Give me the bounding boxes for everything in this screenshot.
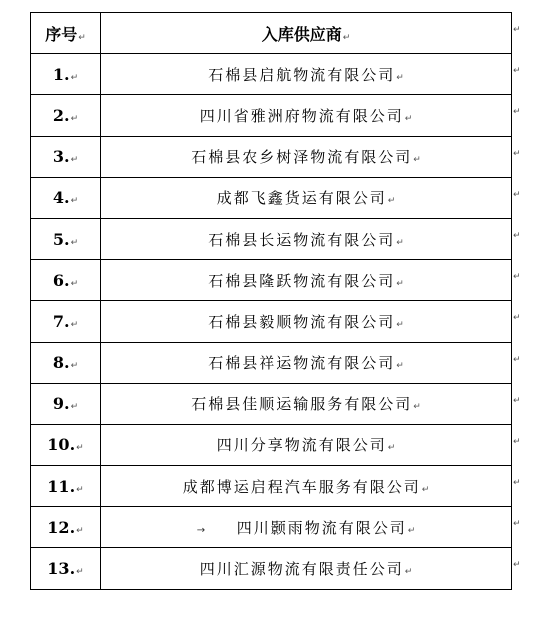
paragraph-mark-icon: ↵ <box>70 196 79 207</box>
table-row <box>31 218 512 259</box>
row-index-cell <box>31 507 101 548</box>
supplier-cell <box>101 260 512 301</box>
row-end-mark-icon: ↵ <box>513 65 521 76</box>
paragraph-mark-icon: ↵ <box>70 361 79 372</box>
supplier-name: 石棉县启航物流有限公司 <box>208 65 396 84</box>
table-row <box>31 342 512 383</box>
row-index: 13. <box>47 559 76 579</box>
paragraph-mark-icon: ↵ <box>76 484 84 495</box>
paragraph-mark-icon: ↵ <box>404 567 413 578</box>
paragraph-mark-icon: ↵ <box>421 484 430 495</box>
paragraph-mark-icon: ↵ <box>387 443 396 454</box>
row-index-cell <box>31 383 101 424</box>
table-row <box>31 466 512 507</box>
supplier-cell <box>101 424 512 465</box>
row-end-mark-icon: ↵ <box>513 436 521 447</box>
tab-arrow-icon: → <box>196 524 206 536</box>
paragraph-mark-icon: ↵ <box>396 361 404 372</box>
supplier-name: 四川颢雨物流有限公司 <box>236 518 407 537</box>
row-index-cell <box>31 342 101 383</box>
paragraph-mark-icon: ↵ <box>78 32 86 43</box>
row-index: 4. <box>52 188 70 208</box>
row-end-mark-icon: ↵ <box>513 559 521 570</box>
table-row <box>31 260 512 301</box>
supplier-name: 成都飞鑫货运有限公司 <box>216 189 387 208</box>
header-index-label: 序号 <box>45 24 78 44</box>
table-row <box>31 383 512 424</box>
row-end-mark-icon: ↵ <box>513 271 521 282</box>
row-end-mark-icon: ↵ <box>513 518 521 529</box>
table-row <box>31 136 512 177</box>
table-row <box>31 507 512 548</box>
paragraph-mark-icon: ↵ <box>70 72 79 83</box>
row-index-cell <box>31 54 101 95</box>
header-supplier <box>101 13 512 54</box>
header-supplier-label: 入库供应商 <box>261 24 342 44</box>
table-row <box>31 95 512 136</box>
paragraph-mark-icon: ↵ <box>342 32 351 43</box>
row-index: 3. <box>52 147 70 167</box>
supplier-name: 石棉县农乡树泽物流有限公司 <box>191 148 413 167</box>
paragraph-mark-icon: ↵ <box>396 237 404 248</box>
row-index-cell <box>31 466 101 507</box>
supplier-name: 石棉县长运物流有限公司 <box>208 230 396 249</box>
paragraph-mark-icon: ↵ <box>413 402 421 413</box>
row-index: 12. <box>47 517 76 537</box>
supplier-name: 四川分享物流有限公司 <box>216 436 387 455</box>
paragraph-mark-icon: ↵ <box>407 525 416 536</box>
row-index-cell <box>31 301 101 342</box>
row-index-cell <box>31 95 101 136</box>
paragraph-mark-icon: ↵ <box>70 155 79 166</box>
row-index-cell <box>31 136 101 177</box>
row-index: 2. <box>52 105 70 125</box>
row-index: 10. <box>47 435 76 455</box>
supplier-cell <box>101 466 512 507</box>
row-end-mark-icon: ↵ <box>513 230 521 241</box>
table-body <box>31 54 512 589</box>
paragraph-mark-icon: ↵ <box>70 278 79 289</box>
table-row <box>31 548 512 589</box>
paragraph-mark-icon: ↵ <box>76 443 84 454</box>
supplier-cell <box>101 136 512 177</box>
supplier-name: 四川汇源物流有限责任公司 <box>199 560 404 579</box>
paragraph-mark-icon: ↵ <box>70 113 79 124</box>
row-index-cell <box>31 424 101 465</box>
row-end-mark-icon: ↵ <box>513 189 521 200</box>
row-index-cell <box>31 548 101 589</box>
table-row <box>31 301 512 342</box>
supplier-name: 石棉县祥运物流有限公司 <box>208 354 396 373</box>
supplier-cell <box>101 177 512 218</box>
row-end-mark-icon: ↵ <box>513 148 521 159</box>
table-row <box>31 424 512 465</box>
row-end-mark-icon: ↵ <box>513 395 521 406</box>
supplier-name: 四川省雅洲府物流有限公司 <box>199 106 404 125</box>
header-index <box>31 13 101 54</box>
paragraph-mark-icon: ↵ <box>76 525 84 536</box>
paragraph-mark-icon: ↵ <box>387 196 396 207</box>
row-index-cell <box>31 218 101 259</box>
row-end-mark-icon: ↵ <box>513 354 521 365</box>
supplier-cell <box>101 218 512 259</box>
row-index: 6. <box>52 270 70 290</box>
row-index: 9. <box>52 394 70 414</box>
paragraph-mark-icon: ↵ <box>70 319 79 330</box>
paragraph-mark-icon: ↵ <box>396 319 404 330</box>
row-index-cell <box>31 260 101 301</box>
row-index: 1. <box>52 64 70 84</box>
supplier-name: 石棉县隆跃物流有限公司 <box>208 271 396 290</box>
supplier-name: 石棉县毅顺物流有限公司 <box>208 312 396 331</box>
table-row <box>31 177 512 218</box>
supplier-name: 成都博运启程汽车服务有限公司 <box>182 477 421 496</box>
paragraph-mark-icon: ↵ <box>70 237 79 248</box>
row-end-mark-icon: ↵ <box>513 477 521 488</box>
paragraph-mark-icon: ↵ <box>396 278 404 289</box>
supplier-cell <box>101 507 512 548</box>
supplier-cell <box>101 548 512 589</box>
row-index: 8. <box>52 353 70 373</box>
supplier-cell <box>101 342 512 383</box>
row-end-mark-icon: ↵ <box>513 24 521 35</box>
supplier-cell <box>101 383 512 424</box>
table-row <box>31 54 512 95</box>
supplier-cell <box>101 54 512 95</box>
paragraph-mark-icon: ↵ <box>396 72 404 83</box>
paragraph-mark-icon: ↵ <box>76 567 84 578</box>
row-index: 7. <box>52 311 70 331</box>
paragraph-mark-icon: ↵ <box>404 113 413 124</box>
row-end-mark-icon: ↵ <box>513 312 521 323</box>
supplier-cell <box>101 301 512 342</box>
paragraph-mark-icon: ↵ <box>70 402 79 413</box>
supplier-table <box>30 12 512 590</box>
row-index-cell <box>31 177 101 218</box>
row-end-mark-icon: ↵ <box>513 106 521 117</box>
row-index: 5. <box>52 229 70 249</box>
supplier-name: 石棉县佳顺运输服务有限公司 <box>191 395 413 414</box>
supplier-cell <box>101 95 512 136</box>
table-header-row <box>31 13 512 54</box>
paragraph-mark-icon: ↵ <box>413 155 421 166</box>
row-index: 11. <box>47 476 76 496</box>
